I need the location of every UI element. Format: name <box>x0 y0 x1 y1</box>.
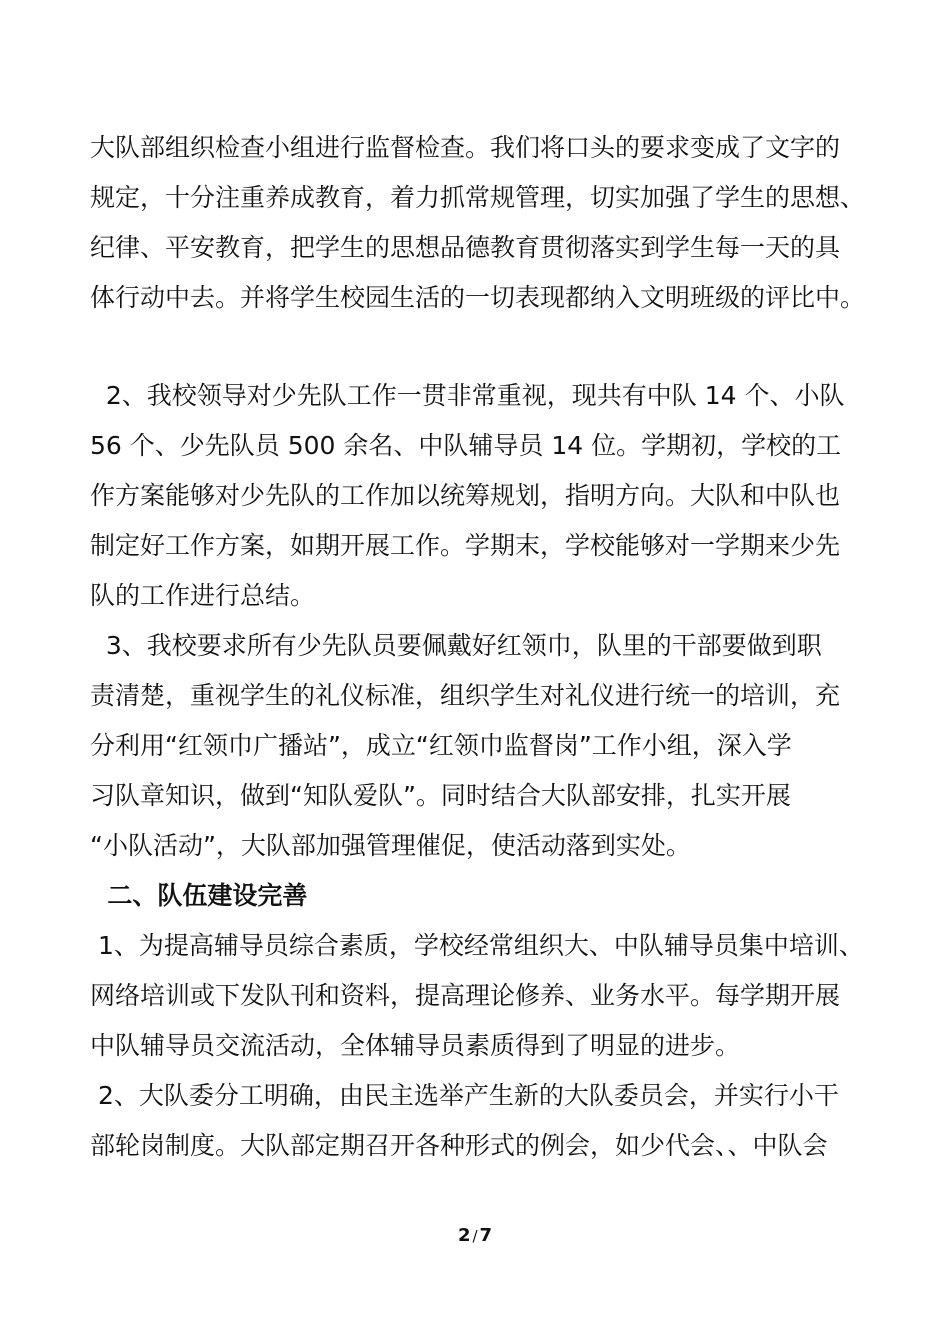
paragraph-line: 部轮岗制度。大队部定期召开各种形式的例会，如少代会、、中队会 <box>90 1131 828 1160</box>
paragraph-line: 中队辅导员交流活动，全体辅导员素质得到了明显的进步。 <box>90 1031 741 1060</box>
page-number <box>0 1224 950 1248</box>
paragraph-line: 队的工作进行总结。 <box>90 581 316 610</box>
paragraph-line: 3、我校要求所有少先队员要佩戴好红领巾，队里的干部要做到职 <box>90 631 822 660</box>
paragraph-line: 分利用“红领巾广播站”，成立“红领巾监督岗”工作小组，深入学 <box>90 731 792 760</box>
paragraph-line: 制定好工作方案，如期开展工作。学期末，学校能够对一学期来少先 <box>90 531 841 560</box>
paragraph-line: 大队部组织检查小组进行监督检查。我们将口头的要求变成了文字的 <box>90 133 841 162</box>
paragraph-line: 纪律、平安教育，把学生的思想品德教育贯彻落实到学生每一天的具 <box>90 233 841 262</box>
section-heading: 二、队伍建设完善 <box>90 881 308 910</box>
total-pages: 7 <box>479 1225 493 1246</box>
paragraph-line: 习队章知识，做到“知队爱队”。同时结合大队部安排，扎实开展 <box>90 781 791 810</box>
paragraph-line: 1、为提高辅导员综合素质，学校经常组织大、中队辅导员集中培训、 <box>90 931 864 960</box>
paragraph-line: 2、我校领导对少先队工作一贯非常重视，现共有中队 14 个、小队 <box>90 381 845 410</box>
paragraph-line: 56 个、少先队员 500 余名、中队辅导员 14 位。学期初，学校的工 <box>90 431 842 460</box>
paragraph-line: 责清楚，重视学生的礼仪标准，组织学生对礼仪进行统一的培训，充 <box>90 681 841 710</box>
page-separator: / <box>472 1227 478 1245</box>
current-page: 2 <box>457 1225 471 1246</box>
paragraph-line: 作方案能够对少先队的工作加以统筹规划，指明方向。大队和中队也 <box>90 481 841 510</box>
paragraph-line: 2、大队委分工明确，由民主选举产生新的大队委员会，并实行小干 <box>90 1081 839 1110</box>
paragraph-line: 网络培训或下发队刊和资料，提高理论修养、业务水平。每学期开展 <box>90 981 841 1010</box>
paragraph-line: 规定，十分注重养成教育，着力抓常规管理，切实加强了学生的思想、 <box>90 183 866 212</box>
paragraph-line: 体行动中去。并将学生校园生活的一切表现都纳入文明班级的评比中。 <box>90 283 866 312</box>
paragraph-line: “小队活动”，大队部加强管理催促，使活动落到实处。 <box>90 831 691 860</box>
